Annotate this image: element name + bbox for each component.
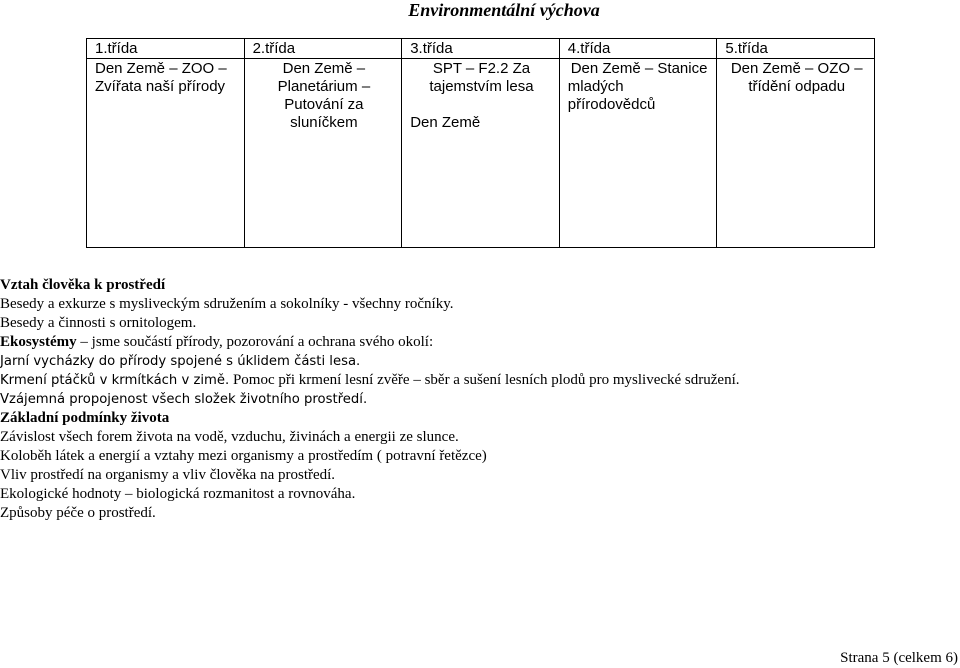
- text-line: Jarní vycházky do přírody spojené s úklidem části lesa.: [0, 354, 361, 369]
- cell-class-5: [717, 59, 875, 248]
- section-heading: Základní podmínky života: [0, 410, 170, 426]
- cell-line: sluníčkem: [290, 114, 358, 131]
- cell-line: třídění odpadu: [748, 78, 846, 95]
- cell-line: mladých: [567, 78, 624, 95]
- header-class-4: 4.třída: [559, 39, 717, 59]
- cell-line: tajemstvím lesa: [429, 78, 534, 95]
- text-fragment: – jsme součástí přírody, pozorování a ochrana svého okolí:: [76, 334, 434, 350]
- text-line: Závislost všech forem života na vodě, vzduchu, živinách a energii ze slunce.: [0, 429, 459, 445]
- text-line: Besedy a exkurze s mysliveckým sdružením a sokolníky - všechny ročníky.: [0, 296, 454, 312]
- cell-line: Den Země – Stanice: [570, 60, 708, 77]
- cell-line: Den Země: [410, 114, 481, 131]
- header-class-5: 5.třída: [717, 39, 875, 59]
- page-number: Strana 5 (celkem 6): [840, 650, 958, 666]
- class-activities-table: [86, 38, 875, 248]
- text-line: [0, 371, 955, 390]
- table-header-row: [87, 39, 875, 59]
- text-fragment: Pomoc při krmení lesní zvěře – sběr a sušení lesních plodů pro myslivecké sdružení.: [229, 372, 740, 388]
- cell-class-3: [402, 59, 560, 248]
- header-class-3: 3.třída: [402, 39, 560, 59]
- text-line: Způsoby péče o prostředí.: [0, 505, 156, 521]
- cell-line: Den Země – ZOO –: [95, 60, 227, 77]
- table-row: [87, 59, 875, 248]
- text-line: Vzájemná propojenost všech složek životního prostředí.: [0, 392, 368, 407]
- header-class-2: 2.třída: [244, 39, 402, 59]
- text-fragment: Krmení ptáčků v krmítkách v zimě.: [0, 373, 230, 388]
- text-line: Besedy a činnosti s ornitologem.: [0, 315, 197, 331]
- bold-term: Ekosystémy: [0, 334, 77, 350]
- cell-class-4: [559, 59, 717, 248]
- text-line: Ekologické hodnoty – biologická rozmanitost a rovnováha.: [0, 486, 356, 502]
- cell-line: Planetárium –: [277, 78, 371, 95]
- header-class-1: 1.třída: [87, 39, 245, 59]
- text-line: Vliv prostředí na organismy a vliv člověka na prostředí.: [0, 467, 336, 483]
- cell-line: přírodovědců: [567, 96, 656, 113]
- cell-line: Zvířata naší přírody: [95, 78, 226, 95]
- text-line: [0, 333, 955, 352]
- cell-class-2: [244, 59, 402, 248]
- cell-class-1: [87, 59, 245, 248]
- cell-line: Den Země – OZO –: [730, 60, 863, 77]
- page-title: Environmentální výchova: [408, 0, 600, 20]
- cell-line: SPT – F2.2 Za: [432, 60, 531, 77]
- section-heading: Vztah člověka k prostředí: [0, 277, 166, 293]
- cell-line: Den Země –: [282, 60, 366, 77]
- body-text: [0, 276, 955, 523]
- cell-line: Putování za: [284, 96, 364, 113]
- text-line: Koloběh látek a energií a vztahy mezi organismy a prostředím ( potravní řetězce): [0, 448, 487, 464]
